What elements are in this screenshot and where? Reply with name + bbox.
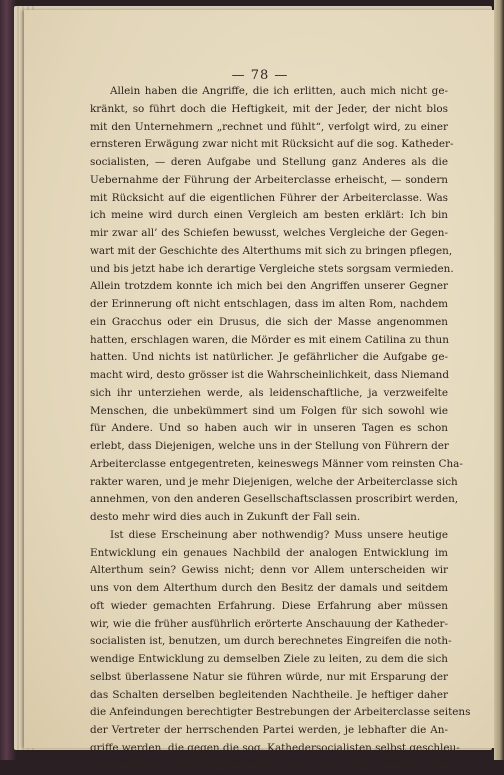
text-line: macht wird, desto grösser ist die Wahrscheinlichkeit, dass Niemand	[90, 367, 448, 385]
text-line: mir zwar all’ des Schiefen bewusst, welches Vergleiche der Gegen-	[90, 225, 448, 243]
text-line: ein Gracchus oder ein Drusus, die sich der Masse angenommen	[90, 314, 448, 332]
text-line: rakter waren, und je mehr Diejenigen, welche der Arbeiterclasse sich	[90, 474, 448, 492]
text-line: Uebernahme der Führung der Arbeiterclasse erheischt, — sondern	[90, 172, 448, 190]
text-line: socialisten, — deren Aufgabe und Stellung ganz Anderes als die	[90, 154, 448, 172]
text-line: mit den Unternehmern „rechnet und fühlt“, verfolgt wird, zu einer	[90, 119, 448, 137]
text-line: annehmen, von den anderen Gesellschaftsclassen proscribirt werden,	[90, 491, 448, 509]
text-line: selbst überlassene Natur sie führen würde, nur mit Ersparung der	[90, 669, 448, 687]
text-line: mit Rücksicht auf die eigentlichen Führer der Arbeiterclasse. Was	[90, 190, 448, 208]
text-line: und bis jetzt habe ich derartige Vergleiche stets sorgsam vermieden.	[90, 261, 448, 279]
text-line: wir, wie die früher ausführlich erörterte Anschauung der Katheder-	[90, 616, 448, 634]
text-line: für Andere. Und so haben auch wir in unseren Tagen es schon	[90, 420, 448, 438]
text-line: ich meine wird durch einen Vergleich am besten erklärt: Ich bin	[90, 207, 448, 225]
text-line: oft wieder gemachten Erfahrung. Diese Erfahrung aber müssen	[90, 598, 448, 616]
text-line: Allein trotzdem konnte ich mich bei den Angriffen unserer Gegner	[90, 278, 448, 296]
text-line: der Vertreter der herrschenden Partei werden, je lebhafter die An-	[90, 722, 448, 740]
text-line: Arbeiterclasse entgegentreten, keineswegs Männer vom reinsten Cha-	[90, 456, 448, 474]
text-line: hatten. Und nichts ist natürlicher. Je gefährlicher die Aufgabe ge-	[90, 349, 448, 367]
page-number: — 78 —	[24, 68, 496, 83]
text-line: das Schalten derselben begleitenden Nachtheile. Je heftiger daher	[90, 687, 448, 705]
text-line: wendige Entwicklung zu demselben Ziele zu leiten, zu dem die sich	[90, 651, 448, 669]
page-right-edge	[494, 0, 504, 760]
text-line: sich ihr unterziehen werde, als leidenschaftliche, ja verzweifelte	[90, 385, 448, 403]
text-line: wart mit der Geschichte des Alterthums mit sich zu bringen pflegen,	[90, 243, 448, 261]
text-line: Menschen, die unbekümmert sind um Folgen für sich sowohl wie	[90, 403, 448, 421]
text-line: Entwicklung ein genaues Nachbild der analogen Entwicklung im	[90, 545, 448, 563]
text-line: Alterthum sein? Gewiss nicht; denn vor Allem unterscheiden wir	[90, 562, 448, 580]
text-line: Ist diese Erscheinung aber nothwendig? Muss unsere heutige	[90, 527, 448, 545]
text-line: Allein haben die Angriffe, die ich erlitten, auch mich nicht ge-	[90, 83, 448, 101]
page-body-text	[90, 83, 448, 775]
text-line: desto mehr wird dies auch in Zukunft der Fall sein.	[90, 509, 448, 527]
text-line: erlebt, dass Diejenigen, welche uns in der Stellung von Führern der	[90, 438, 448, 456]
text-line: der Erinnerung oft nicht entschlagen, dass im alten Rom, nachdem	[90, 296, 448, 314]
text-line: socialisten ist, benutzen, um durch berechnetes Eingreifen die noth-	[90, 633, 448, 651]
text-line: die Anfeindungen berechtigter Bestrebungen der Arbeiterclasse seitens	[90, 704, 448, 722]
text-line: dert werden, desto weniger kann es in deren Sinn kommen, die	[90, 758, 448, 775]
text-line: hatten, erschlagen waren, die Mörder es mit einem Catilina zu thun	[90, 332, 448, 350]
text-line: ernsteren Erwägung zwar nicht mit Rücksicht auf die sog. Katheder-	[90, 136, 448, 154]
text-line: kränkt, so führt doch die Heftigkeit, mit der Jeder, der nicht blos	[90, 101, 448, 119]
text-line: uns von dem Alterthum durch den Besitz der damals und seitdem	[90, 580, 448, 598]
text-line: griffe werden, die gegen die sog. Kathedersocialisten selbst geschleu-	[90, 740, 448, 758]
